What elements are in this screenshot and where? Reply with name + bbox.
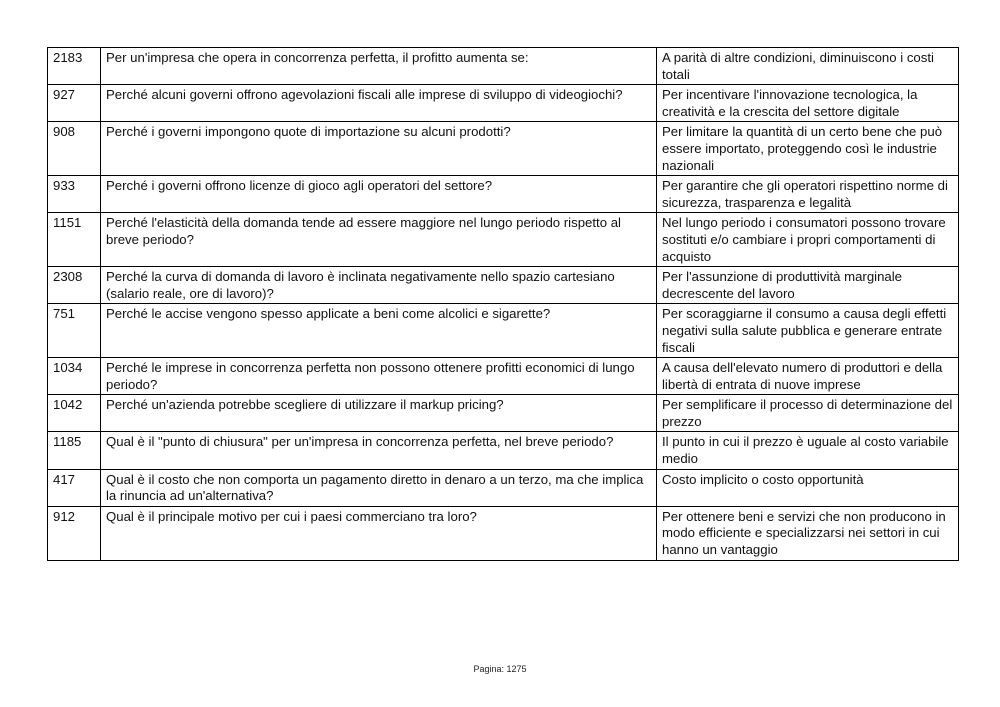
- answer-cell: Per scoraggiarne il consumo a causa degli effetti negativi sulla salute pubblica e generare entrate fiscali: [657, 304, 959, 358]
- answer-cell: Per limitare la quantità di un certo bene che può essere importato, proteggendo così le industrie nazionali: [657, 122, 959, 176]
- row-id-cell: 1034: [48, 358, 101, 395]
- qa-table: [47, 47, 959, 561]
- table-row: [48, 506, 959, 560]
- question-cell: Qual è il principale motivo per cui i paesi commerciano tra loro?: [101, 506, 657, 560]
- table-row: [48, 358, 959, 395]
- question-cell: Perché i governi offrono licenze di gioco agli operatori del settore?: [101, 176, 657, 213]
- answer-cell: Costo implicito o costo opportunità: [657, 469, 959, 506]
- table-row: [48, 48, 959, 85]
- page-footer: [0, 664, 1000, 674]
- row-id-cell: 2308: [48, 267, 101, 304]
- table-row: [48, 432, 959, 469]
- row-id-cell: 908: [48, 122, 101, 176]
- answer-cell: Per ottenere beni e servizi che non producono in modo efficiente e specializzarsi nei settori in cui hanno un vantaggio: [657, 506, 959, 560]
- answer-cell: Per l'assunzione di produttività marginale decrescente del lavoro: [657, 267, 959, 304]
- table-row: [48, 176, 959, 213]
- table-row: [48, 267, 959, 304]
- table-row: [48, 213, 959, 267]
- row-id-cell: 417: [48, 469, 101, 506]
- question-cell: Perché la curva di domanda di lavoro è inclinata negativamente nello spazio cartesiano (salario reale, ore di lavoro)?: [101, 267, 657, 304]
- question-cell: Per un'impresa che opera in concorrenza perfetta, il profitto aumenta se:: [101, 48, 657, 85]
- question-cell: Perché i governi impongono quote di importazione su alcuni prodotti?: [101, 122, 657, 176]
- row-id-cell: 751: [48, 304, 101, 358]
- answer-cell: Per garantire che gli operatori rispettino norme di sicurezza, trasparenza e legalità: [657, 176, 959, 213]
- question-cell: Qual è il "punto di chiusura" per un'impresa in concorrenza perfetta, nel breve periodo?: [101, 432, 657, 469]
- row-id-cell: 1042: [48, 395, 101, 432]
- row-id-cell: 933: [48, 176, 101, 213]
- answer-cell: Nel lungo periodo i consumatori possono trovare sostituti e/o cambiare i propri comportamenti di acquisto: [657, 213, 959, 267]
- row-id-cell: 1151: [48, 213, 101, 267]
- question-cell: Perché l'elasticità della domanda tende ad essere maggiore nel lungo periodo rispetto al breve periodo?: [101, 213, 657, 267]
- answer-cell: Il punto in cui il prezzo è uguale al costo variabile medio: [657, 432, 959, 469]
- table-row: [48, 469, 959, 506]
- table-row: [48, 122, 959, 176]
- question-cell: Perché le accise vengono spesso applicate a beni come alcolici e sigarette?: [101, 304, 657, 358]
- table-row: [48, 395, 959, 432]
- row-id-cell: 1185: [48, 432, 101, 469]
- qa-table-body: [48, 48, 959, 561]
- question-cell: Perché le imprese in concorrenza perfetta non possono ottenere profitti economici di lungo periodo?: [101, 358, 657, 395]
- page-number: Pagina: 1275: [473, 664, 527, 674]
- question-cell: Perché un'azienda potrebbe scegliere di utilizzare il markup pricing?: [101, 395, 657, 432]
- answer-cell: A parità di altre condizioni, diminuiscono i costi totali: [657, 48, 959, 85]
- answer-cell: Per semplificare il processo di determinazione del prezzo: [657, 395, 959, 432]
- row-id-cell: 912: [48, 506, 101, 560]
- row-id-cell: 927: [48, 85, 101, 122]
- row-id-cell: 2183: [48, 48, 101, 85]
- table-row: [48, 85, 959, 122]
- answer-cell: Per incentivare l'innovazione tecnologica, la creatività e la crescita del settore digitale: [657, 85, 959, 122]
- question-cell: Qual è il costo che non comporta un pagamento diretto in denaro a un terzo, ma che implica la rinuncia ad un'alternativa?: [101, 469, 657, 506]
- answer-cell: A causa dell'elevato numero di produttori e della libertà di entrata di nuove imprese: [657, 358, 959, 395]
- table-row: [48, 304, 959, 358]
- question-cell: Perché alcuni governi offrono agevolazioni fiscali alle imprese di sviluppo di videogiochi?: [101, 85, 657, 122]
